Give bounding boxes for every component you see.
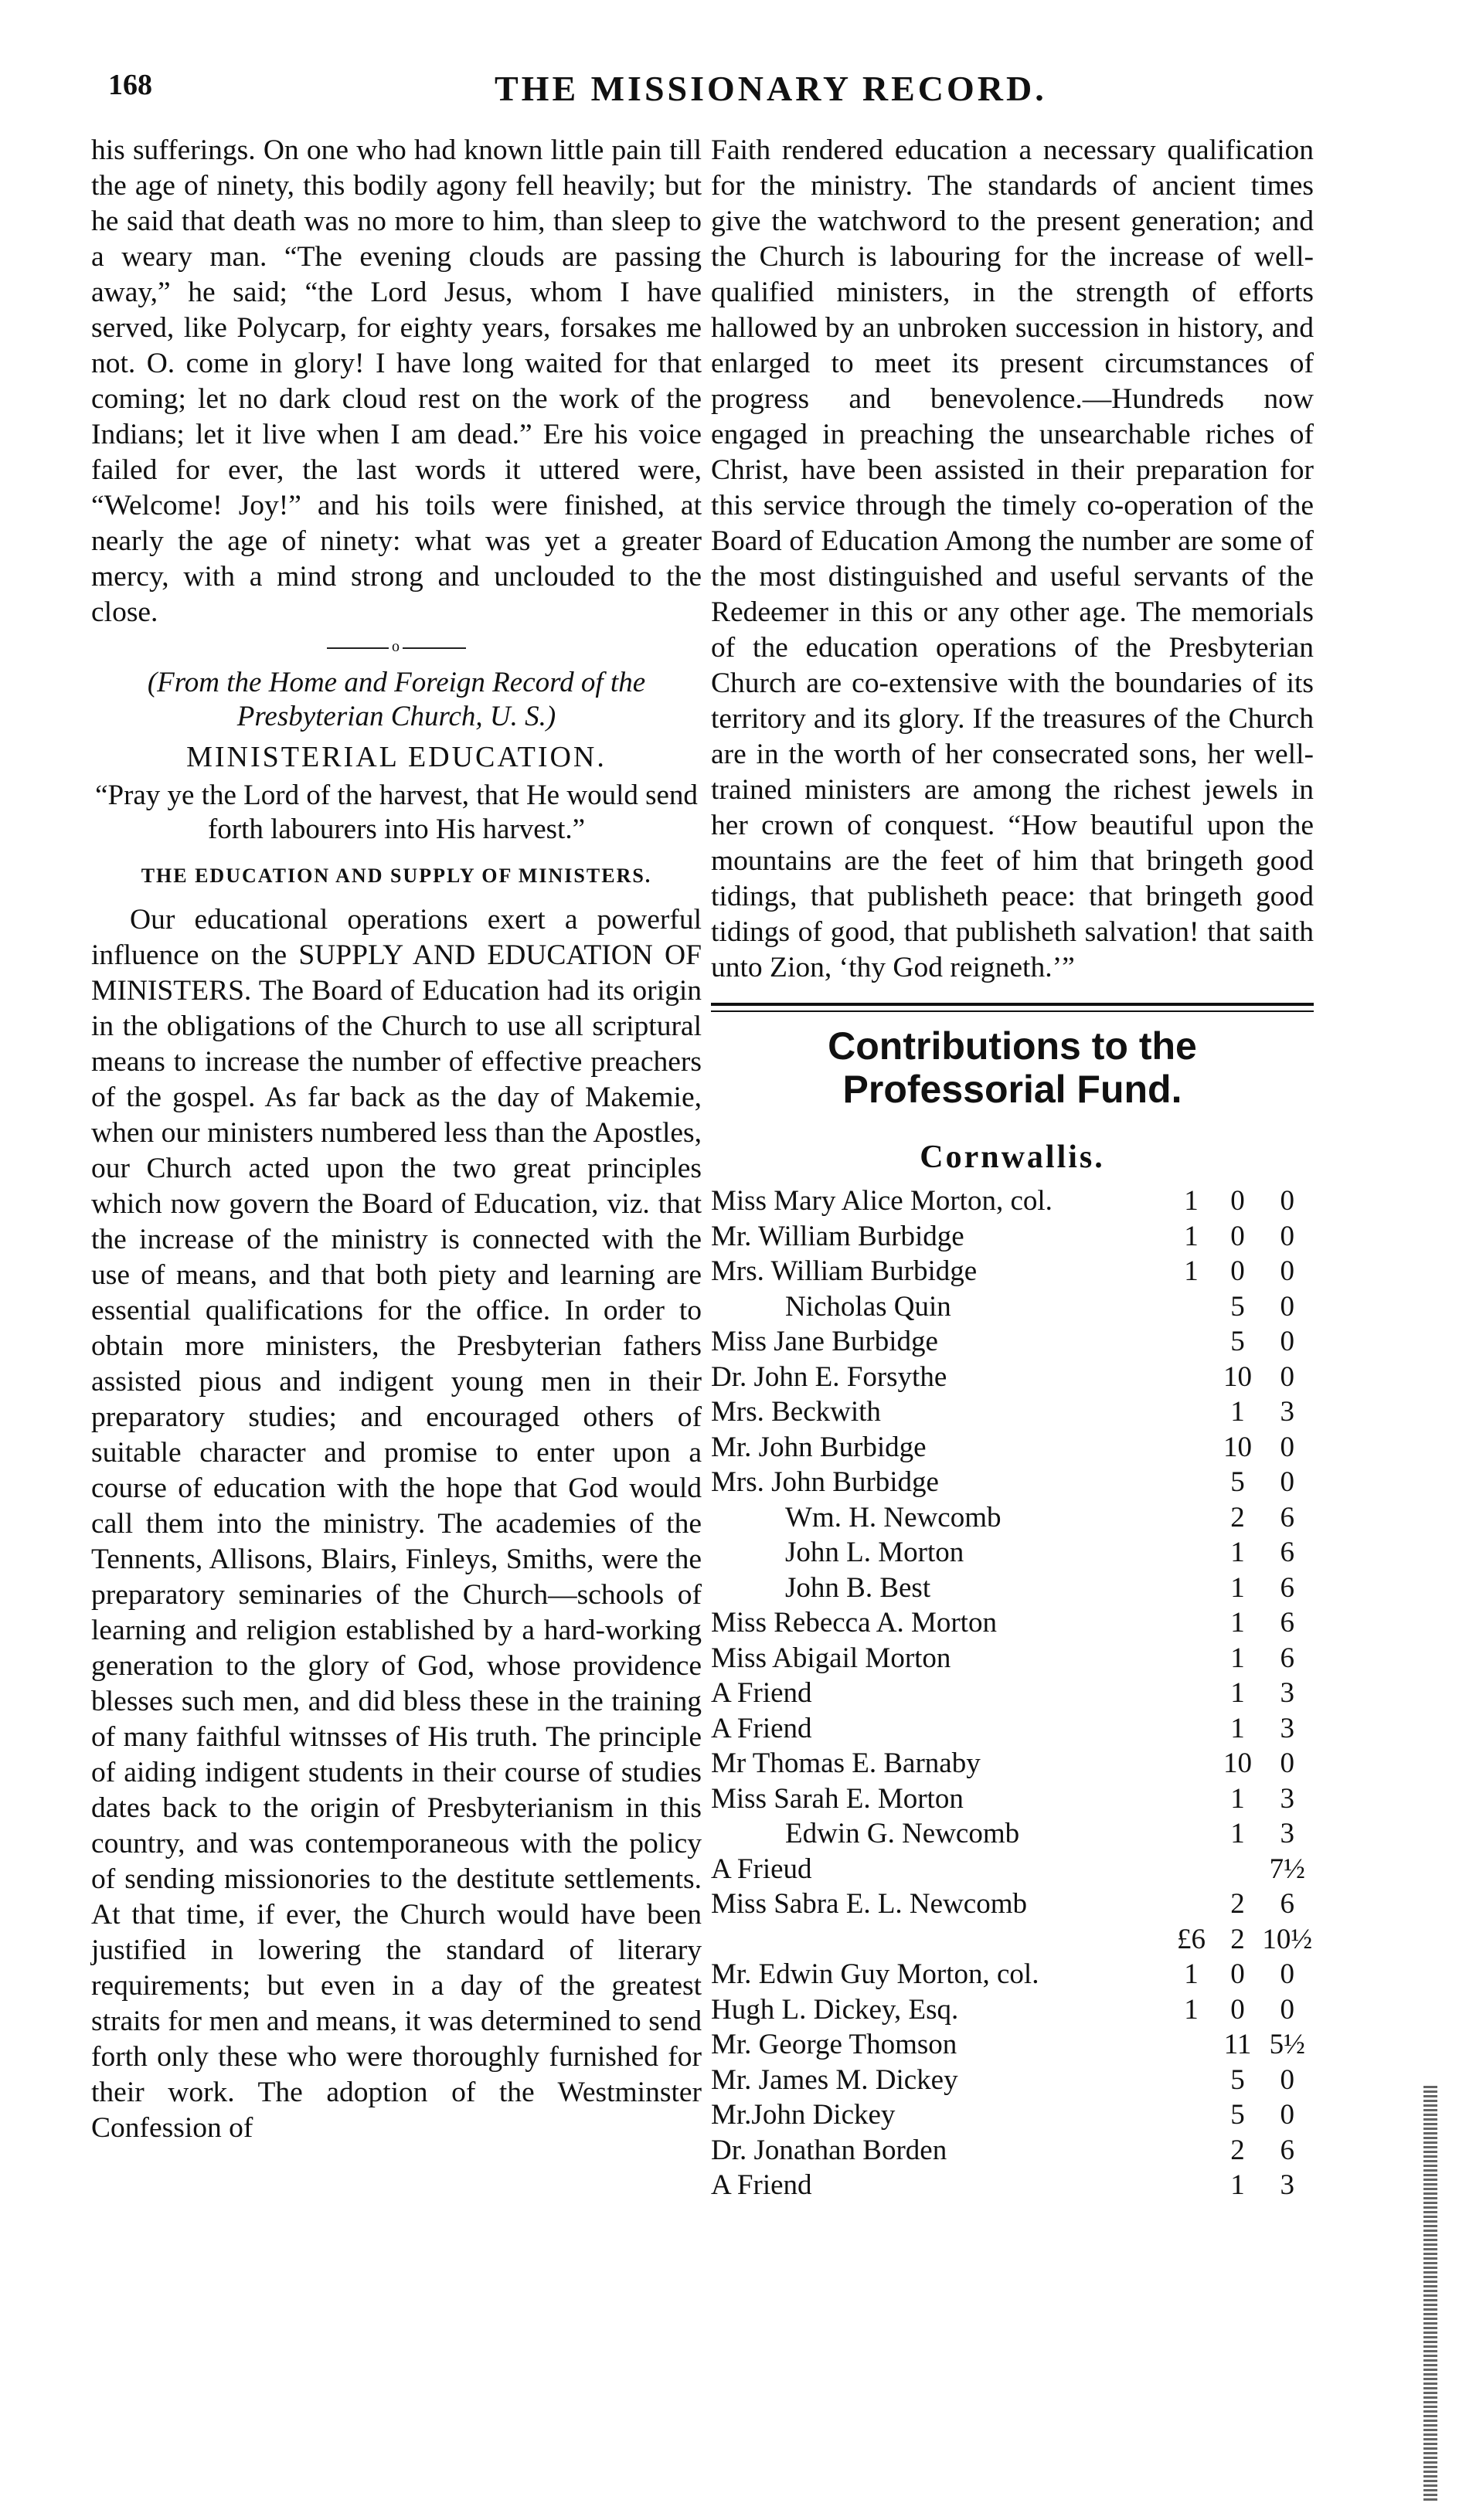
amount-pounds <box>1168 2133 1214 2168</box>
amount-shillings: 10 <box>1223 1431 1253 1463</box>
contribution-row <box>711 1641 1314 1676</box>
contributor-name: Mrs. William Burbidge <box>711 1255 978 1287</box>
amount-shillings: 2 <box>1230 2134 1245 2166</box>
contributor-name: Mr. William Burbidge <box>711 1220 964 1252</box>
amount-shillings: 1 <box>1230 1607 1245 1639</box>
amount-pence: 3 <box>1280 1677 1295 1709</box>
amount-pence: 0 <box>1280 1290 1295 1323</box>
amount-pence: 0 <box>1280 1993 1295 2026</box>
amount-pence: 6 <box>1280 1642 1295 1674</box>
amount-pence: 0 <box>1280 1326 1295 1357</box>
amount-pounds <box>1168 1676 1214 1711</box>
amount-pounds <box>1168 1816 1214 1852</box>
contributor-name: Mr. James M. Dickey <box>711 2063 958 2096</box>
amount-pence: 0 <box>1280 1185 1295 1217</box>
amount-pence: 3 <box>1280 2169 1295 2201</box>
amount-pence: 6 <box>1280 1537 1295 1568</box>
amount-pence: 3 <box>1280 1396 1295 1428</box>
amount-pounds <box>1168 2027 1214 2063</box>
contribution-row <box>711 1500 1314 1536</box>
contribution-row <box>711 1746 1314 1781</box>
amount-shillings: 2 <box>1230 1888 1245 1920</box>
contributor-name: Miss Abigail Morton <box>711 1642 951 1674</box>
contribution-row <box>711 1254 1314 1289</box>
contribution-row <box>711 1957 1314 1992</box>
contribution-row <box>711 1289 1314 1325</box>
contributor-name: Dr. John E. Forsythe <box>711 1360 947 1393</box>
contributor-name: Miss Jane Burbidge <box>711 1326 938 1357</box>
article-subhead: THE EDUCATION AND SUPPLY OF MINISTERS. <box>141 864 652 887</box>
amount-pounds <box>1168 1887 1214 1922</box>
contribution-row <box>711 2097 1314 2133</box>
total-row <box>711 1922 1314 1958</box>
amount-pence: 5½ <box>1269 2029 1305 2060</box>
amount-shillings: 0 <box>1230 1255 1245 1287</box>
amount-shillings: 11 <box>1223 2029 1252 2060</box>
obituary-paragraph: his sufferings. On one who had known little pain till the age of ninety, this bodily agony fell heavily; but he said that death was no more to him, than sleep to a weary man. “The evening clouds are passing away,” he said; “the Lord Jesus, whom I have served, like Polycarp, for eighty years, forsakes me not. O. come in glory! I have long waited for that coming; let no dark cloud rest on the work of the Indians; let it live when I am dead.” Ere his voice failed for ever, the last words it uttered were, “Welcome! Joy!” and his toils were finished, at nearly the age of ninety: what was yet a greater mercy, with a mind strong and unclouded to the close. <box>91 134 702 628</box>
contributor-name: Nicholas Quin <box>785 1290 951 1323</box>
contributor-name: A Frieud <box>711 1853 812 1885</box>
double-rule <box>711 1003 1314 1012</box>
amount-pence: 0 <box>1280 1466 1295 1498</box>
amount-pounds <box>1168 1852 1214 1887</box>
amount-shillings: 0 <box>1230 1993 1245 2026</box>
amount-pence: 0 <box>1280 2063 1295 2096</box>
amount-shillings: 5 <box>1230 1466 1245 1498</box>
amount-pounds <box>1168 2097 1214 2133</box>
amount-pounds <box>1168 1465 1214 1500</box>
contribution-row <box>711 1852 1314 1887</box>
article-paragraph-continued: Faith rendered education a necessary qualification for the ministry. The standards of ancient times give the watchword to the present generation; and the Church is labouring for the increase of well-qualified ministers, in the strength of efforts hallowed by an unbroken succession in history, and enlarged to meet its present circumstances of progress and benevolence.—Hundreds now engaged in preaching the unsearchable riches of Christ, have been assisted in their preparation for this service through the timely co-operation of the Board of Education Among the number are some of the most distinguished and useful servants of the Redeemer in this or any other age. The memorials of the education operations of the Presbyterian Church are co-extensive with the boundaries of its territory and its glory. If the treasures of the Church are in the worth of her consecrated sons, her well-trained ministers are among the richest jewels in her crown of conquest. “How beautiful upon the mountains are the feet of him that bringeth good tidings, that publisheth peace: that bringeth good tidings of good, that publisheth salvation! that saith unto Zion, ‘thy God reigneth.’” <box>711 134 1314 983</box>
contribution-row <box>711 2168 1314 2203</box>
contributions-section-heading: Cornwallis. <box>920 1139 1105 1175</box>
amount-pounds: 1 <box>1184 1255 1199 1287</box>
contributor-name: Miss Mary Alice Morton, col. <box>711 1185 1053 1217</box>
amount-pounds <box>1168 1605 1214 1641</box>
amount-pounds: 1 <box>1184 1185 1199 1217</box>
amount-pence: 3 <box>1280 1818 1295 1849</box>
amount-pounds: 1 <box>1184 1220 1199 1252</box>
amount-pence: 7½ <box>1269 1853 1305 1885</box>
amount-shillings: 1 <box>1230 1712 1245 1744</box>
article-source: (From the Home and Foreign Record of the Presbyterian Church, U. S.) <box>147 667 646 732</box>
contribution-row <box>711 1465 1314 1500</box>
amount-pence: 3 <box>1280 1782 1295 1815</box>
amount-pence: 0 <box>1280 1220 1295 1252</box>
contribution-row <box>711 1887 1314 1922</box>
right-column <box>711 133 1314 2203</box>
page-number: 168 <box>108 69 152 101</box>
contribution-row <box>711 1676 1314 1711</box>
amount-shillings: 1 <box>1230 1571 1245 1604</box>
amount-shillings: 0 <box>1230 1185 1245 1217</box>
contributor-name: Mr.John Dickey <box>711 2099 896 2131</box>
amount-shillings: 0 <box>1230 1220 1245 1252</box>
amount-shillings: 5 <box>1230 1326 1245 1357</box>
amount-shillings: 1 <box>1230 1677 1245 1709</box>
section-divider <box>327 638 466 655</box>
amount-shillings: 5 <box>1230 1290 1245 1323</box>
total-pence: 10½ <box>1262 1923 1313 1955</box>
amount-pounds <box>1168 1500 1214 1536</box>
contributor-name: Miss Sarah E. Morton <box>711 1782 964 1815</box>
amount-shillings: 5 <box>1230 2063 1245 2096</box>
contribution-row <box>711 1360 1314 1395</box>
contributor-name: Mrs. Beckwith <box>711 1396 881 1428</box>
amount-pounds <box>1168 1711 1214 1747</box>
contributor-name: Miss Sabra E. L. Newcomb <box>711 1888 1027 1920</box>
contribution-row <box>711 2063 1314 2098</box>
amount-shillings: 1 <box>1230 1818 1245 1849</box>
contribution-row <box>711 1535 1314 1571</box>
amount-pounds <box>1168 1324 1214 1360</box>
contributor-name: Mr Thomas E. Barnaby <box>711 1747 981 1779</box>
amount-pence: 0 <box>1280 1958 1295 1990</box>
amount-shillings: 1 <box>1230 1396 1245 1428</box>
contributor-name: Mrs. John Burbidge <box>711 1466 939 1498</box>
contribution-row <box>711 1992 1314 2028</box>
contributor-name: Mr. George Thomson <box>711 2029 957 2060</box>
amount-pence: 0 <box>1280 1747 1295 1779</box>
contribution-row <box>711 1324 1314 1360</box>
contributor-name: Hugh L. Dickey, Esq. <box>711 1993 959 2026</box>
amount-pounds <box>1168 1746 1214 1781</box>
contributor-name: Mr. Edwin Guy Morton, col. <box>711 1958 1039 1990</box>
amount-pounds <box>1168 1360 1214 1395</box>
amount-shillings: 0 <box>1230 1958 1245 1990</box>
contributor-name: A Friend <box>711 1677 812 1709</box>
contributor-name: Edwin G. Newcomb <box>785 1818 1020 1849</box>
amount-pence: 0 <box>1280 1431 1295 1463</box>
contribution-row <box>711 1430 1314 1465</box>
contributions-title: Contributions to the Professorial Fund. <box>828 1024 1197 1111</box>
amount-pence: 0 <box>1280 2099 1295 2131</box>
amount-pence: 6 <box>1280 1501 1295 1533</box>
amount-pounds <box>1168 1781 1214 1817</box>
running-title: THE MISSIONARY RECORD. <box>495 69 1047 108</box>
contributor-name: John L. Morton <box>785 1537 964 1568</box>
contributor-name: Miss Rebecca A. Morton <box>711 1607 997 1639</box>
contributor-name: Wm. H. Newcomb <box>785 1501 1002 1533</box>
amount-pounds <box>1168 1641 1214 1676</box>
left-column <box>91 133 702 2146</box>
amount-shillings: 10 <box>1223 1360 1253 1393</box>
contribution-row <box>711 1219 1314 1255</box>
amount-pounds <box>1168 2168 1214 2203</box>
total-shillings: 2 <box>1230 1923 1245 1955</box>
page-header <box>108 68 1298 114</box>
contribution-row <box>711 2027 1314 2063</box>
contribution-row <box>711 2133 1314 2168</box>
amount-shillings: 1 <box>1230 2169 1245 2201</box>
amount-shillings: 2 <box>1230 1501 1245 1533</box>
contribution-row <box>711 1781 1314 1817</box>
contribution-row <box>711 1711 1314 1747</box>
amount-pence: 6 <box>1280 2134 1295 2166</box>
contributor-name: John B. Best <box>785 1571 931 1604</box>
amount-pounds <box>1168 1430 1214 1465</box>
amount-pounds <box>1168 1289 1214 1325</box>
amount-pence: 3 <box>1280 1712 1295 1744</box>
amount-pounds: 1 <box>1184 1958 1199 1990</box>
contributor-name: Mr. John Burbidge <box>711 1431 927 1463</box>
article-title: MINISTERIAL EDUCATION. <box>186 741 607 773</box>
amount-pence: 6 <box>1280 1571 1295 1604</box>
amount-shillings <box>1215 1852 1261 1887</box>
contribution-row <box>711 1571 1314 1606</box>
amount-shillings: 1 <box>1230 1537 1245 1568</box>
amount-shillings: 1 <box>1230 1642 1245 1674</box>
contributor-name: Dr. Jonathan Borden <box>711 2134 947 2166</box>
divider-mark: o <box>389 638 403 656</box>
amount-pounds: 1 <box>1184 1993 1199 2026</box>
amount-pounds <box>1168 1394 1214 1430</box>
amount-pence: 0 <box>1280 1255 1295 1287</box>
contribution-row <box>711 1184 1314 1219</box>
total-pounds: £6 <box>1176 1923 1206 1955</box>
contribution-row <box>711 1605 1314 1641</box>
amount-pounds <box>1168 1535 1214 1571</box>
scan-edge-strip <box>1423 2086 1437 2503</box>
article-epigraph: “Pray ye the Lord of the harvest, that He would send forth labourers into His harvest.” <box>95 779 698 845</box>
contribution-row <box>711 1394 1314 1430</box>
amount-shillings: 10 <box>1223 1747 1253 1779</box>
contributor-name: A Friend <box>711 1712 812 1744</box>
amount-pounds <box>1168 2063 1214 2098</box>
contributions-table <box>711 1184 1314 2203</box>
amount-shillings: 5 <box>1230 2099 1245 2131</box>
amount-shillings: 1 <box>1230 1782 1245 1815</box>
article-paragraph: Our educational operations exert a powerful influence on the SUPPLY AND EDUCATION OF MINISTERS. The Board of Education had its origin in the obligations of the Church to use all scriptural means to increase the number of effective preachers of the gospel. As far back as the day of Makemie, when our ministers numbered less than the Apostles, our Church acted upon the two great principles which now govern the Board of Education, viz. that the increase of the ministry is connected with the use of means, and that both piety and learning are essential qualifications for the office. In order to obtain more ministers, the Presbyterian fathers assisted pious and indigent young men in their preparatory studies; and encouraged others of suitable character and promise to enter upon a course of education with the hope that God would call them into the ministry. The academies of the Tennents, Allisons, Blairs, Finleys, Smiths, were the preparatory seminaries of the Church—schools of learning and religion established by a hard-working generation to the glory of God, whose providence blesses such men, and did bless these in the training of many faithful witnsses of His truth. The principle of aiding indigent students in their course of studies dates back to the origin of Presbyterianism in this country, and was contemporaneous with the policy of sending missionories to the destitute settlements. At that time, if ever, the Church would have been justified in lowering the standard of literary requirements; but even in a day of the greatest straits for men and means, it was determined to send forth only these who were thoroughly furnished for their work. The adoption of the Westminster Confession of <box>91 904 702 2144</box>
contributor-name: A Friend <box>711 2169 812 2201</box>
amount-pence: 6 <box>1280 1888 1295 1920</box>
amount-pounds <box>1168 1571 1214 1606</box>
amount-pence: 6 <box>1280 1607 1295 1639</box>
contribution-row <box>711 1816 1314 1852</box>
amount-pence: 0 <box>1280 1360 1295 1393</box>
